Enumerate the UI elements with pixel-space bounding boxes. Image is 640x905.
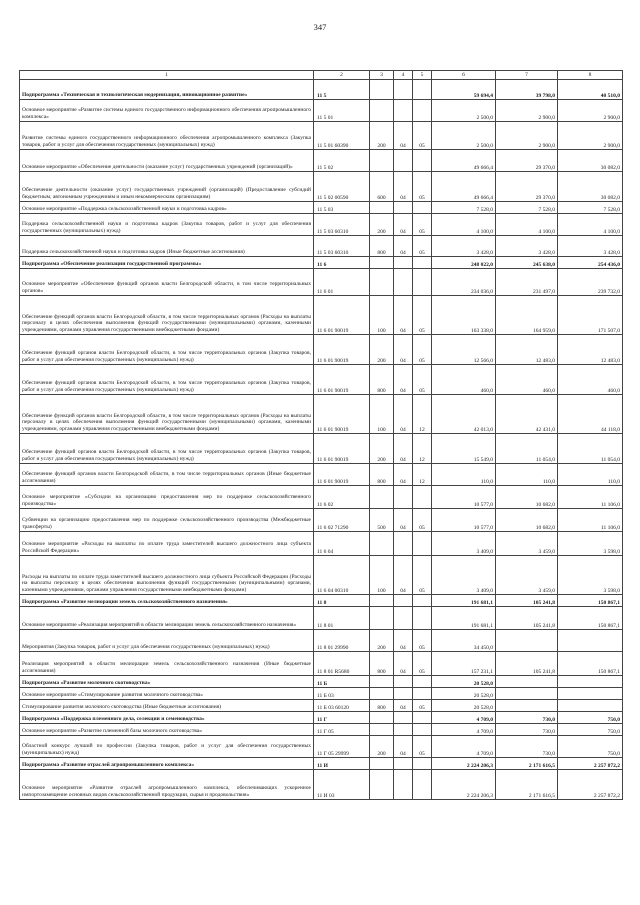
row-amount-year2: 105 241,8 <box>496 595 558 607</box>
row-amount-year2: 730,0 <box>496 724 558 736</box>
row-section: 04 <box>394 296 413 335</box>
row-section <box>394 724 413 736</box>
table-row <box>20 700 623 712</box>
row-amount-year3: 4 100,0 <box>558 214 623 236</box>
row-expense-type: 200 <box>370 434 394 464</box>
row-section <box>394 758 413 770</box>
row-name: Обеспечение функций органов власти Белгородской области, в том числе территориальных органов (Закупка товаров, работ и услуг для обеспечения государственных (муниципальных) нужд) <box>20 434 314 464</box>
row-name: Подпрограмма «Развитие мелиорации земель сельскохозяйственного назначения» <box>20 595 314 607</box>
row-subsection <box>413 486 432 509</box>
row-name: Обеспечение деятельности (оказание услуг) государственных учреждений (организаций) (Предоставление субсидий бюджетным, автономным учреждениям и иным некоммерческим организациям) <box>20 172 314 202</box>
row-amount-year2: 12 483,0 <box>496 335 558 365</box>
row-amount-year3 <box>558 630 623 652</box>
row-code: 11 Б <box>314 676 370 688</box>
row-subsection <box>413 80 432 100</box>
table-row <box>20 100 623 122</box>
row-amount-year2: 2 171 616,5 <box>496 758 558 770</box>
row-expense-type: 200 <box>370 630 394 652</box>
row-amount-year1: 49 666,4 <box>432 172 496 202</box>
table-row <box>20 652 623 676</box>
budget-table <box>19 70 623 800</box>
row-name: Основное мероприятие «Развитие отраслей агропромышленного комплекса, обеспечивающих ускоренное импортозамещение основных видов сельскохозяйственной продукции, сырья и продовольствия» <box>20 770 314 800</box>
row-code: 11 8 <box>314 595 370 607</box>
row-code: 11 6 04 <box>314 532 370 556</box>
row-code: 11 5 02 00590 <box>314 172 370 202</box>
row-subsection <box>413 770 432 800</box>
column-header-2: 2 <box>314 71 370 80</box>
row-code: 11 5 01 60390 <box>314 122 370 150</box>
row-amount-year1: 12 566,0 <box>432 335 496 365</box>
table-row <box>20 236 623 257</box>
row-amount-year2 <box>496 676 558 688</box>
row-amount-year3: 254 436,0 <box>558 257 623 269</box>
row-subsection: 05 <box>413 736 432 758</box>
row-code: 11 6 01 90019 <box>314 434 370 464</box>
row-amount-year1: 110,0 <box>432 464 496 486</box>
row-name: Обеспечение функций органов власти Белгородской области, в том числе территориальных органов (Закупка товаров, работ и услуг для обеспечения государственных (муниципальных) нужд) <box>20 365 314 395</box>
column-header-7: 7 <box>496 71 558 80</box>
row-amount-year3 <box>558 700 623 712</box>
row-section <box>394 676 413 688</box>
row-subsection: 12 <box>413 464 432 486</box>
row-name: Основное мероприятие «Расходы на выплаты по оплате труда заместителей высшего должностного лица субъекта Российской Федерации» <box>20 532 314 556</box>
row-subsection <box>413 607 432 630</box>
row-amount-year1: 20 528,0 <box>432 688 496 700</box>
table-row <box>20 214 623 236</box>
row-expense-type: 500 <box>370 509 394 532</box>
row-section: 04 <box>394 335 413 365</box>
row-subsection <box>413 532 432 556</box>
row-subsection <box>413 758 432 770</box>
row-code: 11 6 01 90019 <box>314 296 370 335</box>
table-row <box>20 486 623 509</box>
row-amount-year1: 191 681,1 <box>432 595 496 607</box>
row-code: 11 6 01 90019 <box>314 395 370 434</box>
row-expense-type: 800 <box>370 365 394 395</box>
row-subsection: 05 <box>413 172 432 202</box>
row-amount-year2: 245 638,0 <box>496 257 558 269</box>
row-code: 11 Г 05 <box>314 724 370 736</box>
row-expense-type <box>370 100 394 122</box>
row-expense-type <box>370 712 394 724</box>
row-name: Поддержка сельскохозяйственной науки и подготовка кадров (Закупка товаров, работ и услуг для обеспечения государственных (муниципальных) нужд) <box>20 214 314 236</box>
row-amount-year2 <box>496 688 558 700</box>
row-expense-type: 600 <box>370 172 394 202</box>
row-code: 11 6 01 90019 <box>314 464 370 486</box>
row-amount-year3: 2 257 872,2 <box>558 770 623 800</box>
row-amount-year1: 20 528,0 <box>432 676 496 688</box>
row-subsection: 12 <box>413 434 432 464</box>
row-amount-year2 <box>496 630 558 652</box>
table-row <box>20 532 623 556</box>
row-amount-year1: 3 409,0 <box>432 532 496 556</box>
column-header-1: 1 <box>20 71 314 80</box>
row-amount-year3: 11 054,0 <box>558 434 623 464</box>
row-name: Основное мероприятие «Поддержка сельскохозяйственной науки и подготовка кадров» <box>20 202 314 214</box>
row-subsection <box>413 712 432 724</box>
table-row <box>20 736 623 758</box>
row-amount-year1: 3 428,0 <box>432 236 496 257</box>
row-section <box>394 607 413 630</box>
row-code: 11 6 04 00310 <box>314 556 370 595</box>
table-row <box>20 269 623 296</box>
subprogram-row <box>20 712 623 724</box>
row-amount-year1: 4 100,0 <box>432 214 496 236</box>
row-expense-type <box>370 595 394 607</box>
row-amount-year2: 105 241,8 <box>496 607 558 630</box>
row-section: 04 <box>394 464 413 486</box>
row-amount-year3: 30 082,0 <box>558 150 623 172</box>
row-amount-year3: 11 106,0 <box>558 486 623 509</box>
row-name: Областной конкурс лучший по профессии (Закупка товаров, работ и услуг для обеспечения государственных (муниципальных) нужд) <box>20 736 314 758</box>
row-code: 11 5 01 <box>314 100 370 122</box>
row-amount-year3: 2 900,0 <box>558 100 623 122</box>
row-name: Основное мероприятие «Реализация мероприятий в области мелиорации земель сельскохозяйственного назначения» <box>20 607 314 630</box>
row-expense-type: 800 <box>370 236 394 257</box>
row-section: 04 <box>394 630 413 652</box>
column-header-5: 5 <box>413 71 432 80</box>
row-expense-type: 100 <box>370 556 394 595</box>
table-row <box>20 365 623 395</box>
row-code: 11 8 01 R5680 <box>314 652 370 676</box>
row-section <box>394 486 413 509</box>
subprogram-row <box>20 676 623 688</box>
row-name: Подпрограмма «Поддержка племенного дела, селекции и семеноводства» <box>20 712 314 724</box>
row-amount-year1: 234 036,0 <box>432 269 496 296</box>
row-amount-year2: 2 900,0 <box>496 122 558 150</box>
row-expense-type <box>370 486 394 509</box>
row-amount-year1: 3 409,0 <box>432 556 496 595</box>
row-amount-year3: 750,0 <box>558 712 623 724</box>
table-row <box>20 150 623 172</box>
page-number: 347 <box>313 22 327 32</box>
row-code: 11 5 03 60310 <box>314 214 370 236</box>
row-section <box>394 269 413 296</box>
row-amount-year2: 7 528,0 <box>496 202 558 214</box>
row-amount-year2: 11 054,0 <box>496 434 558 464</box>
row-name: Основное мероприятие «Развитие системы единого государственного информационного обеспечения агропромышленного комплекса» <box>20 100 314 122</box>
row-name: Развитие системы единого государственного информационного обеспечения агропромышленного комплекса (Закупка товаров, работ и услуг для обеспечения государственных (муниципальных) нужд) <box>20 122 314 150</box>
row-name: Основное мероприятие «Обеспечение деятельности (оказание услуг) государственных учреждений (организаций)» <box>20 150 314 172</box>
row-expense-type: 800 <box>370 652 394 676</box>
row-name: Подпрограмма «Развитие отраслей агропромышленного комплекса» <box>20 758 314 770</box>
row-subsection: 05 <box>413 122 432 150</box>
row-subsection <box>413 257 432 269</box>
column-header-3: 3 <box>370 71 394 80</box>
row-name: Обеспечение функций органов власти Белгородской области, в том числе территориальных органов (Расходы на выплаты персоналу в целях обеспечения выполнения функций государственными (муниципальными) органами, казенными учреждениями, органами управления государственными внебюджетными фондами) <box>20 395 314 434</box>
column-header-4: 4 <box>394 71 413 80</box>
row-amount-year1: 157 231,1 <box>432 652 496 676</box>
row-amount-year1: 163 338,0 <box>432 296 496 335</box>
column-header-8: 8 <box>558 71 623 80</box>
row-section: 04 <box>394 652 413 676</box>
row-amount-year3: 460,0 <box>558 365 623 395</box>
row-amount-year1: 191 681,1 <box>432 607 496 630</box>
row-section: 04 <box>394 236 413 257</box>
row-amount-year2: 3 428,0 <box>496 236 558 257</box>
table-row <box>20 464 623 486</box>
row-code: 11 5 03 <box>314 202 370 214</box>
row-amount-year3: 150 867,1 <box>558 652 623 676</box>
row-code: 11 8 01 29990 <box>314 630 370 652</box>
row-amount-year1: 10 577,0 <box>432 486 496 509</box>
row-code: 11 Б 03 60120 <box>314 700 370 712</box>
row-name: Мероприятия (Закупка товаров, работ и услуг для обеспечения государственных (муниципальных) нужд) <box>20 630 314 652</box>
table-row <box>20 296 623 335</box>
row-code: 11 5 <box>314 80 370 100</box>
row-subsection: 05 <box>413 652 432 676</box>
row-subsection <box>413 269 432 296</box>
row-expense-type <box>370 532 394 556</box>
row-amount-year2: 4 100,0 <box>496 214 558 236</box>
row-subsection: 05 <box>413 509 432 532</box>
row-amount-year2: 29 370,0 <box>496 150 558 172</box>
row-amount-year3: 110,0 <box>558 464 623 486</box>
row-subsection <box>413 100 432 122</box>
row-amount-year1: 2 224 206,3 <box>432 770 496 800</box>
row-section <box>394 770 413 800</box>
row-amount-year2: 460,0 <box>496 365 558 395</box>
row-section: 04 <box>394 395 413 434</box>
row-amount-year3: 150 867,1 <box>558 595 623 607</box>
table-row <box>20 724 623 736</box>
row-amount-year3: 7 528,0 <box>558 202 623 214</box>
row-amount-year2: 231 497,0 <box>496 269 558 296</box>
row-section <box>394 80 413 100</box>
row-amount-year3: 40 510,0 <box>558 80 623 100</box>
row-code: 11 8 01 <box>314 607 370 630</box>
row-amount-year2: 164 959,0 <box>496 296 558 335</box>
row-amount-year3: 30 082,0 <box>558 172 623 202</box>
subprogram-row <box>20 80 623 100</box>
row-subsection <box>413 724 432 736</box>
row-name: Обеспечение функций органов власти Белгородской области, в том числе территориальных органов (Иные бюджетные ассигнования) <box>20 464 314 486</box>
row-section <box>394 712 413 724</box>
row-name: Субвенции на организацию предоставления мер по поддержке сельскохозяйственного производства (Межбюджетные трансферты) <box>20 509 314 532</box>
row-subsection <box>413 150 432 172</box>
row-code: 11 Г <box>314 712 370 724</box>
row-section: 04 <box>394 736 413 758</box>
row-expense-type <box>370 676 394 688</box>
subprogram-row <box>20 595 623 607</box>
row-name: Подпрограмма «Развитие молочного скотоводства» <box>20 676 314 688</box>
row-expense-type <box>370 202 394 214</box>
subprogram-row <box>20 257 623 269</box>
row-subsection: 05 <box>413 630 432 652</box>
row-section: 04 <box>394 214 413 236</box>
row-code: 11 6 <box>314 257 370 269</box>
row-section: 04 <box>394 700 413 712</box>
column-header-6: 6 <box>432 71 496 80</box>
row-section <box>394 100 413 122</box>
row-subsection <box>413 676 432 688</box>
row-amount-year3: 750,0 <box>558 724 623 736</box>
row-code: 11 5 02 <box>314 150 370 172</box>
row-name: Подпрограмма «Обеспечение реализации государственной программы» <box>20 257 314 269</box>
row-name: Подпрограмма «Техническая и технологическая модернизация, инновационное развитие» <box>20 80 314 100</box>
row-subsection: 05 <box>413 556 432 595</box>
row-amount-year2: 3 459,0 <box>496 556 558 595</box>
row-subsection: 05 <box>413 214 432 236</box>
row-section: 04 <box>394 365 413 395</box>
row-name: Реализация мероприятий в области мелиорации земель сельскохозяйственного назначения (Иные бюджетные ассигнования) <box>20 652 314 676</box>
row-amount-year1: 42 013,0 <box>432 395 496 434</box>
row-amount-year2: 2 171 616,5 <box>496 770 558 800</box>
row-amount-year2: 10 682,0 <box>496 486 558 509</box>
row-amount-year1: 49 666,4 <box>432 150 496 172</box>
row-amount-year1: 4 709,0 <box>432 736 496 758</box>
table-row <box>20 122 623 150</box>
row-amount-year2: 10 682,0 <box>496 509 558 532</box>
row-section: 04 <box>394 509 413 532</box>
row-name: Стимулирование развития молочного скотоводства (Иные бюджетные ассигнования) <box>20 700 314 712</box>
row-code: 11 Б 03 <box>314 688 370 700</box>
row-section <box>394 688 413 700</box>
row-section <box>394 595 413 607</box>
row-subsection <box>413 202 432 214</box>
row-amount-year1: 59 694,4 <box>432 80 496 100</box>
row-amount-year3: 3 598,0 <box>558 532 623 556</box>
table-row <box>20 395 623 434</box>
row-name: Обеспечение функций органов власти Белгородской области, в том числе территориальных органов (Закупка товаров, работ и услуг для обеспечения государственных (муниципальных) нужд) <box>20 335 314 365</box>
row-amount-year1: 15 549,0 <box>432 434 496 464</box>
row-amount-year3: 150 867,1 <box>558 607 623 630</box>
row-amount-year3: 750,0 <box>558 736 623 758</box>
row-code: 11 6 02 <box>314 486 370 509</box>
row-section: 04 <box>394 556 413 595</box>
table-row <box>20 202 623 214</box>
row-amount-year3 <box>558 688 623 700</box>
row-amount-year3: 3 428,0 <box>558 236 623 257</box>
row-expense-type <box>370 257 394 269</box>
row-name: Основное мероприятие «Субсидии на организацию предоставления мер по поддержке сельскохозяйственного производства» <box>20 486 314 509</box>
row-amount-year3: 12 483,0 <box>558 335 623 365</box>
row-subsection <box>413 595 432 607</box>
row-subsection: 05 <box>413 365 432 395</box>
row-expense-type <box>370 80 394 100</box>
row-expense-type <box>370 150 394 172</box>
row-section: 04 <box>394 434 413 464</box>
row-amount-year1: 34 450,0 <box>432 630 496 652</box>
row-expense-type <box>370 269 394 296</box>
row-name: Основное мероприятие «Обеспечение функций органов власти Белгородской области, в том числе территориальных органов» <box>20 269 314 296</box>
row-amount-year1: 4 709,0 <box>432 712 496 724</box>
row-amount-year3: 11 106,0 <box>558 509 623 532</box>
row-expense-type: 200 <box>370 214 394 236</box>
row-code: 11 6 01 <box>314 269 370 296</box>
row-amount-year2: 730,0 <box>496 736 558 758</box>
row-amount-year3: 2 257 872,2 <box>558 758 623 770</box>
row-amount-year2: 110,0 <box>496 464 558 486</box>
row-expense-type: 800 <box>370 700 394 712</box>
row-expense-type: 200 <box>370 736 394 758</box>
row-amount-year1: 2 224 206,3 <box>432 758 496 770</box>
table-row <box>20 335 623 365</box>
row-section: 04 <box>394 172 413 202</box>
row-code: 11 6 02 71290 <box>314 509 370 532</box>
row-name: Расходы на выплаты по оплате труда заместителей высшего должностного лица субъекта Российской Федерации (Расходы на выплаты персоналу в целях обеспечения выполнения функций государственными (муниципальными) органами, казенными учреждениями, органами управления государственными внебюджетными фондами) <box>20 556 314 595</box>
row-subsection: 05 <box>413 236 432 257</box>
row-name: Обеспечение функций органов власти Белгородской области, в том числе территориальных органов (Расходы на выплаты персоналу в целях обеспечения выполнения функций государственными (муниципальными) органами, казенными учреждениями, органами управления государственными внебюджетными фондами) <box>20 296 314 335</box>
row-code: 11 6 01 90019 <box>314 365 370 395</box>
row-expense-type: 800 <box>370 464 394 486</box>
row-name: Основное мероприятие «Развитие племенной базы молочного скотоводства» <box>20 724 314 736</box>
row-section <box>394 532 413 556</box>
table-row <box>20 509 623 532</box>
row-amount-year1: 2 500,0 <box>432 122 496 150</box>
row-amount-year1: 460,0 <box>432 365 496 395</box>
row-code: 11 5 03 60310 <box>314 236 370 257</box>
row-amount-year1: 20 528,0 <box>432 700 496 712</box>
column-number-row <box>20 71 623 80</box>
row-expense-type: 100 <box>370 395 394 434</box>
row-amount-year3: 171 507,0 <box>558 296 623 335</box>
row-amount-year2: 730,0 <box>496 712 558 724</box>
row-amount-year1: 248 022,0 <box>432 257 496 269</box>
row-subsection <box>413 688 432 700</box>
row-section <box>394 257 413 269</box>
row-subsection: 05 <box>413 296 432 335</box>
row-section <box>394 202 413 214</box>
row-expense-type <box>370 724 394 736</box>
row-expense-type: 200 <box>370 335 394 365</box>
row-code: 11 Г 05 29999 <box>314 736 370 758</box>
row-subsection: 12 <box>413 395 432 434</box>
row-section <box>394 150 413 172</box>
row-expense-type <box>370 688 394 700</box>
row-expense-type <box>370 758 394 770</box>
row-amount-year3: 3 598,0 <box>558 556 623 595</box>
table-row <box>20 688 623 700</box>
row-expense-type: 100 <box>370 296 394 335</box>
subprogram-row <box>20 758 623 770</box>
table-row <box>20 770 623 800</box>
table-row <box>20 172 623 202</box>
row-amount-year2: 39 798,0 <box>496 80 558 100</box>
row-name: Основное мероприятие «Стимулирование развития молочного скотоводства» <box>20 688 314 700</box>
row-subsection: 05 <box>413 335 432 365</box>
row-amount-year2: 29 370,0 <box>496 172 558 202</box>
row-amount-year3: 239 732,0 <box>558 269 623 296</box>
row-amount-year1: 4 709,0 <box>432 724 496 736</box>
row-name: Поддержка сельскохозяйственной науки и подготовка кадров (Иные бюджетные ассигнования) <box>20 236 314 257</box>
row-amount-year2 <box>496 700 558 712</box>
row-expense-type: 200 <box>370 122 394 150</box>
row-code: 11 6 01 90019 <box>314 335 370 365</box>
row-amount-year2: 3 459,0 <box>496 532 558 556</box>
row-subsection: 05 <box>413 700 432 712</box>
row-amount-year3 <box>558 676 623 688</box>
row-code: 11 И 03 <box>314 770 370 800</box>
row-amount-year3: 44 118,0 <box>558 395 623 434</box>
row-code: 11 И <box>314 758 370 770</box>
table-row <box>20 556 623 595</box>
row-section: 04 <box>394 122 413 150</box>
row-amount-year2: 42 431,0 <box>496 395 558 434</box>
row-amount-year1: 2 500,0 <box>432 100 496 122</box>
row-expense-type <box>370 607 394 630</box>
row-amount-year2: 2 900,0 <box>496 100 558 122</box>
table-row <box>20 607 623 630</box>
row-amount-year2: 105 241,8 <box>496 652 558 676</box>
row-amount-year1: 10 577,0 <box>432 509 496 532</box>
row-amount-year3: 2 900,0 <box>558 122 623 150</box>
row-expense-type <box>370 770 394 800</box>
table-row <box>20 630 623 652</box>
row-amount-year1: 7 528,0 <box>432 202 496 214</box>
table-row <box>20 434 623 464</box>
